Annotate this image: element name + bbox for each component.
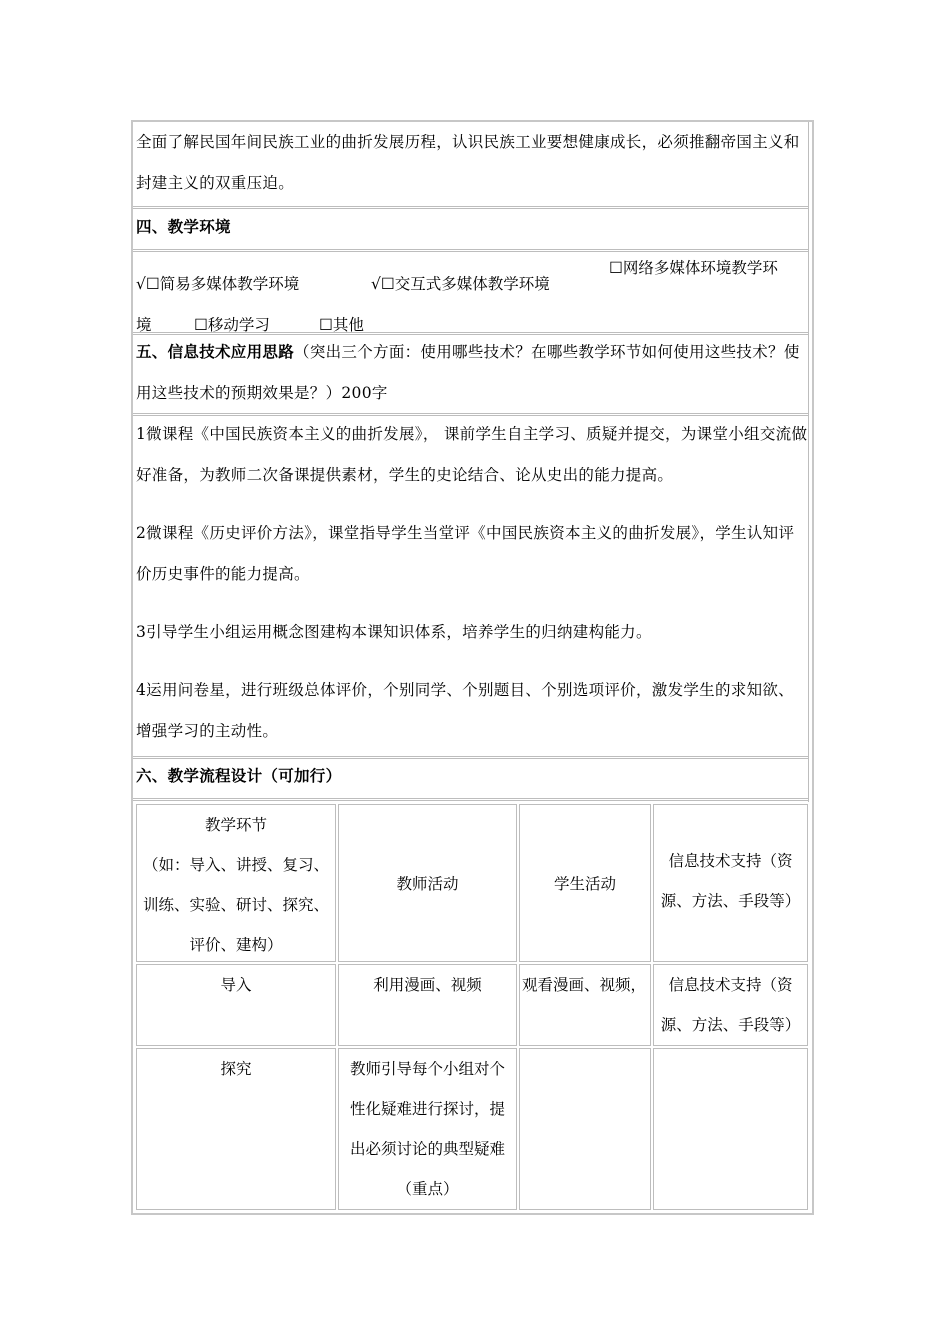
right-border	[808, 122, 809, 802]
env-option-other[interactable]: ☐其他	[319, 316, 364, 334]
header-stage-title: 教学环节	[204, 816, 267, 834]
section4-heading-row	[133, 206, 808, 247]
section3-text-block	[133, 122, 808, 204]
env-option-interactive[interactable]: √☐交互式多媒体教学环境	[371, 275, 550, 293]
env-option-network-tail: 境	[136, 316, 152, 334]
env-option-network[interactable]: ☐网络多媒体环境教学环	[609, 259, 778, 277]
section5-title: 五、信息技术应用思路	[136, 342, 295, 361]
table-row-1-student	[519, 964, 651, 1046]
section6-heading-row	[133, 755, 808, 796]
section5-items	[133, 414, 808, 752]
row1-stage-text: 导入	[220, 976, 252, 994]
row1-tech-text: 信息技术支持（资源、方法、手段等）	[660, 976, 801, 1034]
section5-heading-row	[133, 331, 808, 414]
header-tech	[653, 804, 808, 962]
row2-teacher-text: 教师引导每个小组对个性化疑难进行探讨，提出必须讨论的典型疑难（重点）	[349, 1060, 505, 1198]
env-option-simple[interactable]: √☐简易多媒体教学环境	[136, 275, 300, 293]
section5-item-3: 3引导学生小组运用概念图建构本课知识体系，培养学生的归纳建构能力。	[136, 623, 652, 641]
section5-item-1: 1微课程《中国民族资本主义的曲折发展》， 课前学生自主学习、质疑并提交，为课堂小组交流做好准备，为教师二次备课提供素材，学生的史论结合、论从史出的能力提高。	[136, 425, 808, 484]
env-option-mobile[interactable]: ☐移动学习	[194, 316, 270, 334]
table-row-2-tech	[653, 1048, 808, 1210]
row2-stage-text: 探究	[220, 1060, 252, 1078]
header-stage-examples: （如：导入、讲授、复习、训练、实验、研讨、探究、评价、建构）	[142, 856, 329, 954]
section5-item-4: 4运用问卷星，进行班级总体评价，个别同学、个别题目、个别选项评价，激发学生的求知欲、增强学习的主动性。	[136, 681, 794, 740]
table-row-1-teacher	[338, 964, 517, 1046]
section4-title: 四、教学环境	[136, 217, 231, 236]
table-row-1-stage	[136, 964, 336, 1046]
table-row-2-student	[519, 1048, 651, 1210]
section6-title: 六、教学流程设计（可加行）	[136, 766, 342, 785]
header-teacher-label: 教师活动	[396, 875, 459, 893]
row1-student-text: 观看漫画、视频，	[522, 976, 647, 994]
table-row-1-tech	[653, 964, 808, 1046]
header-student	[519, 804, 651, 962]
table-row-2-stage	[136, 1048, 336, 1210]
header-teacher	[338, 804, 517, 962]
env-line-1	[136, 248, 808, 305]
header-tech-label: 信息技术支持（资源、方法、手段等）	[660, 852, 801, 910]
header-stage	[136, 804, 336, 962]
table-row-2-teacher	[338, 1048, 517, 1210]
separator	[133, 798, 808, 801]
section5-heading	[136, 331, 808, 414]
section5-subtitle: （突出三个方面：使用哪些技术？在哪些教学环节如何使用这些技术？使用这些技术的预期效果是？）200字	[136, 343, 800, 402]
row1-teacher-text: 利用漫画、视频	[373, 976, 482, 994]
section3-text: 全面了解民国年间民族工业的曲折发展历程，认识民族工业要想健康成长，必须推翻帝国主义和封建主义的双重压迫。	[136, 133, 800, 192]
section5-item-2: 2微课程《历史评价方法》，课堂指导学生当堂评《中国民族资本主义的曲折发展》，学生认知评价历史事件的能力提高。	[136, 524, 795, 583]
header-student-label: 学生活动	[553, 875, 616, 893]
